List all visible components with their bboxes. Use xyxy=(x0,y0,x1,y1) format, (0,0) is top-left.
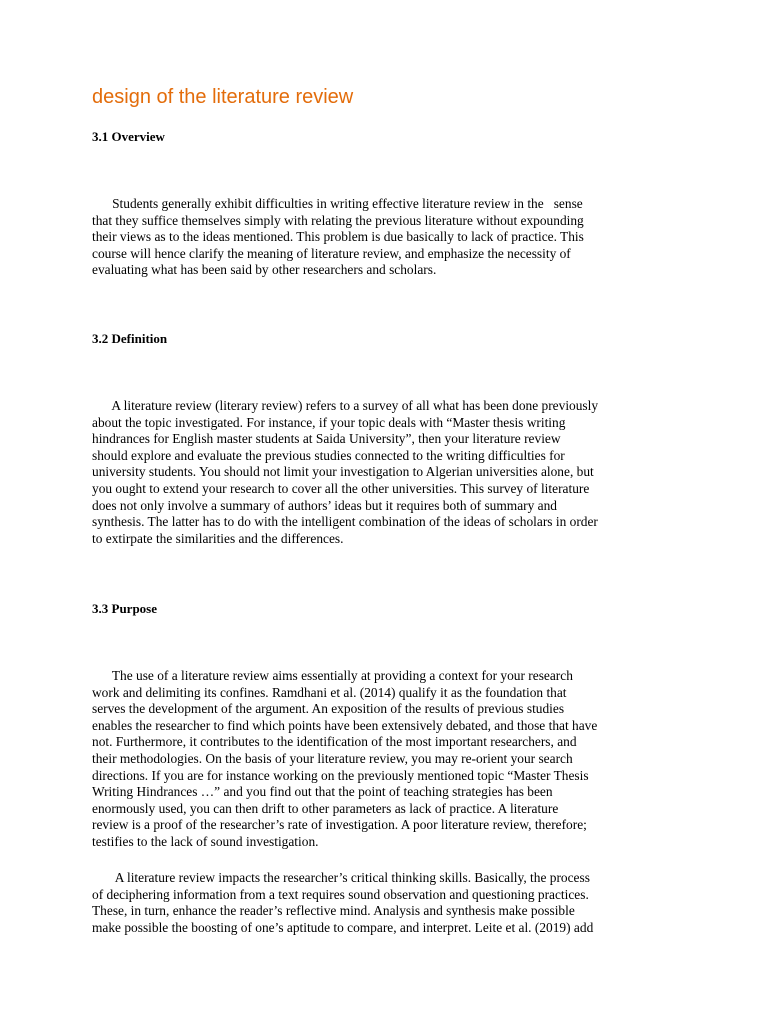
text-line: evaluating what has been said by other researchers and scholars. xyxy=(92,262,437,278)
text-line: their methodologies. On the basis of your literature review, you may re-orient your search xyxy=(92,750,573,766)
section-heading-purpose: 3.3 Purpose xyxy=(92,601,157,616)
text-line: about the topic investigated. For instance, if your topic deals with “Master thesis writing xyxy=(92,414,566,430)
text-line: These, in turn, enhance the reader’s reflective mind. Analysis and synthesis make possible xyxy=(92,903,575,919)
overview-paragraph xyxy=(92,196,692,279)
text-line: does not only involve a summary of authors’ ideas but it requires both of summary and xyxy=(92,497,557,513)
text-line: A literature review impacts the researcher’s critical thinking skills. Basically, the process xyxy=(92,870,590,885)
document-title: design of the literature review xyxy=(92,86,354,108)
text-line: enables the researcher to find which points have been extensively debated, and those that have xyxy=(92,717,598,733)
text-line: directions. If you are for instance working on the previously mentioned topic “Master Thesis xyxy=(92,767,589,783)
text-line: review is a proof of the researcher’s rate of investigation. A poor literature review, therefore; xyxy=(92,817,587,833)
text-line: Writing Hindrances …” and you find out that the point of teaching strategies has been xyxy=(92,784,553,800)
purpose-paragraph-2 xyxy=(92,870,692,936)
text-line: university students. You should not limit your investigation to Algerian universities alone, but xyxy=(92,464,594,480)
text-line: make possible the boosting of one’s aptitude to compare, and interpret. Leite et al. (2019) add xyxy=(92,919,594,935)
purpose-paragraph-1 xyxy=(92,668,692,851)
text-line: you ought to extend your research to cover all the other universities. This survey of literature xyxy=(92,480,590,496)
section-heading-definition: 3.2 Definition xyxy=(92,331,168,346)
text-line: Students generally exhibit difficulties in writing effective literature review in the sense xyxy=(92,196,583,211)
text-line: enormously used, you can then drift to other parameters as lack of practice. A literature xyxy=(92,800,559,816)
text-line: A literature review (literary review) refers to a survey of all what has been done previously xyxy=(92,398,599,413)
text-line: that they suffice themselves simply with relating the previous literature without expounding xyxy=(92,212,584,228)
text-line: work and delimiting its confines. Ramdhani et al. (2014) qualify it as the foundation that xyxy=(92,684,567,700)
text-line: synthesis. The latter has to do with the intelligent combination of the ideas of scholars in order xyxy=(92,514,598,530)
text-line: to extirpate the similarities and the differences. xyxy=(92,530,344,546)
text-line: not. Furthermore, it contributes to the identification of the most important researchers, and xyxy=(92,734,577,750)
text-line: course will hence clarify the meaning of literature review, and emphasize the necessity of xyxy=(92,245,571,261)
text-line: The use of a literature review aims essentially at providing a context for your research xyxy=(92,668,573,683)
text-line: hindrances for English master students at Saida University”, then your literature review xyxy=(92,431,561,447)
definition-paragraph xyxy=(92,398,692,547)
section-heading-overview: 3.1 Overview xyxy=(92,129,165,144)
text-line: should explore and evaluate the previous studies connected to the writing difficulties for xyxy=(92,447,565,463)
text-line: testifies to the lack of sound investigation. xyxy=(92,833,319,849)
text-line: serves the development of the argument. An exposition of the results of previous studies xyxy=(92,701,565,717)
text-line: their views as to the ideas mentioned. This problem is due basically to lack of practice. This xyxy=(92,229,584,245)
text-line: of deciphering information from a text requires sound observation and questioning practices. xyxy=(92,886,589,902)
